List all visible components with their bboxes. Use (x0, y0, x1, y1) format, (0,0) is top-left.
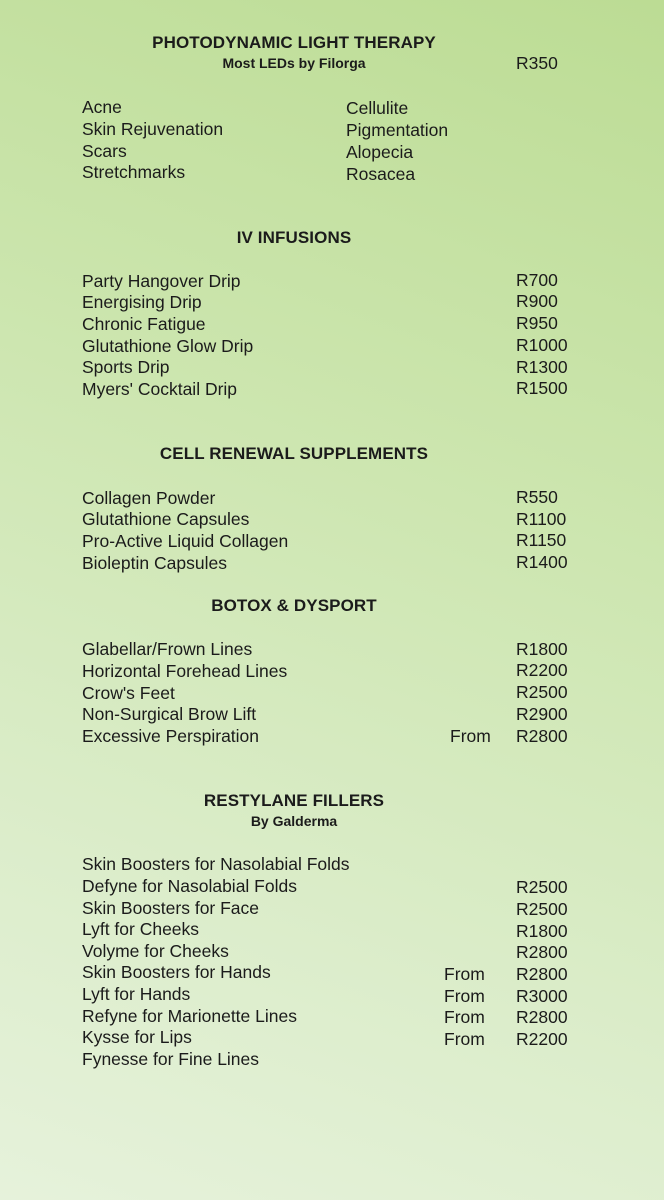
menu-item-name: Non-Surgical Brow Lift (82, 704, 257, 724)
treatment-item: Pigmentation (346, 120, 449, 140)
menu-item-name: Refyne for Marionette Lines (82, 1006, 297, 1026)
section-title-restylane-fillers: RESTYLANE FILLERS (203, 791, 385, 810)
menu-item-name: Glutathione Capsules (82, 509, 250, 529)
menu-item-price: R1400 (516, 552, 568, 572)
menu-item-price: R2800 (516, 726, 568, 746)
menu-item-name: Energising Drip (82, 292, 202, 312)
menu-item-price: R2500 (516, 682, 568, 702)
menu-item-name: Pro-Active Liquid Collagen (82, 531, 289, 551)
menu-item-name: Skin Boosters for Hands (82, 962, 271, 982)
menu-item-price: R2500 (516, 899, 568, 919)
menu-item-price: R1000 (516, 335, 568, 355)
treatment-item: Cellulite (346, 98, 409, 118)
menu-item-price: R950 (516, 313, 558, 333)
menu-item-price: R1300 (516, 357, 568, 377)
from-label: From (444, 964, 485, 984)
treatment-item: Scars (82, 141, 127, 161)
menu-item-price: R2500 (516, 877, 568, 897)
menu-item-name: Myers' Cocktail Drip (82, 379, 238, 399)
price-photodynamic: R350 (516, 53, 558, 73)
menu-item-price: R2200 (516, 1029, 568, 1049)
menu-item-name: Lyft for Cheeks (82, 919, 200, 939)
menu-item-name: Collagen Powder (82, 488, 216, 508)
treatment-item: Acne (82, 97, 122, 117)
menu-item-price: R2800 (516, 1007, 568, 1027)
menu-item-name: Fynesse for Fine Lines (82, 1049, 260, 1069)
menu-item-price: R2200 (516, 660, 568, 680)
menu-item-name: Glabellar/Frown Lines (82, 639, 253, 659)
menu-item-price: R1100 (516, 509, 567, 529)
menu-item-name: Horizontal Forehead Lines (82, 661, 288, 681)
from-label: From (444, 1029, 485, 1049)
section-title-photodynamic: PHOTODYNAMIC LIGHT THERAPY (152, 33, 436, 52)
section-title-botox-dysport: BOTOX & DYSPORT (211, 596, 377, 615)
menu-item-price: R3000 (516, 986, 568, 1006)
menu-item-price: R900 (516, 291, 558, 311)
treatment-item: Rosacea (346, 164, 416, 184)
menu-item-price: R2800 (516, 942, 568, 962)
treatment-item: Alopecia (346, 142, 414, 162)
section-title-cell-renewal: CELL RENEWAL SUPPLEMENTS (159, 444, 429, 463)
menu-item-price: R1800 (516, 921, 568, 941)
menu-item-name: Bioleptin Capsules (82, 553, 227, 573)
menu-item-name: Skin Boosters for Nasolabial Folds (82, 854, 350, 874)
menu-item-name: Defyne for Nasolabial Folds (82, 876, 297, 896)
menu-item-name: Kysse for Lips (82, 1027, 192, 1047)
section-subtitle-restylane: By Galderma (250, 813, 338, 829)
menu-item-name: Excessive Perspiration (82, 726, 260, 746)
menu-item-price: R550 (516, 487, 558, 507)
menu-item-price: R1800 (516, 639, 568, 659)
menu-item-name: Crow's Feet (82, 683, 175, 703)
from-label: From (450, 726, 491, 746)
menu-item-price: R1150 (516, 530, 567, 550)
menu-item-price: R2900 (516, 704, 568, 724)
section-subtitle-photodynamic: Most LEDs by Filorga (222, 55, 366, 71)
menu-item-name: Chronic Fatigue (82, 314, 206, 334)
treatment-item: Stretchmarks (82, 162, 186, 182)
menu-item-price: R1500 (516, 378, 568, 398)
menu-item-name: Glutathione Glow Drip (82, 336, 254, 356)
menu-item-name: Lyft for Hands (82, 984, 191, 1004)
menu-item-name: Sports Drip (82, 357, 170, 377)
section-title-iv-infusions: IV INFUSIONS (236, 228, 352, 247)
menu-item-name: Skin Boosters for Face (82, 898, 260, 918)
treatment-item: Skin Rejuvenation (82, 119, 224, 139)
menu-item-name: Party Hangover Drip (82, 271, 241, 291)
from-label: From (444, 986, 485, 1006)
menu-item-price: R2800 (516, 964, 568, 984)
menu-item-price: R700 (516, 270, 558, 290)
from-label: From (444, 1007, 485, 1027)
menu-item-name: Volyme for Cheeks (82, 941, 229, 961)
